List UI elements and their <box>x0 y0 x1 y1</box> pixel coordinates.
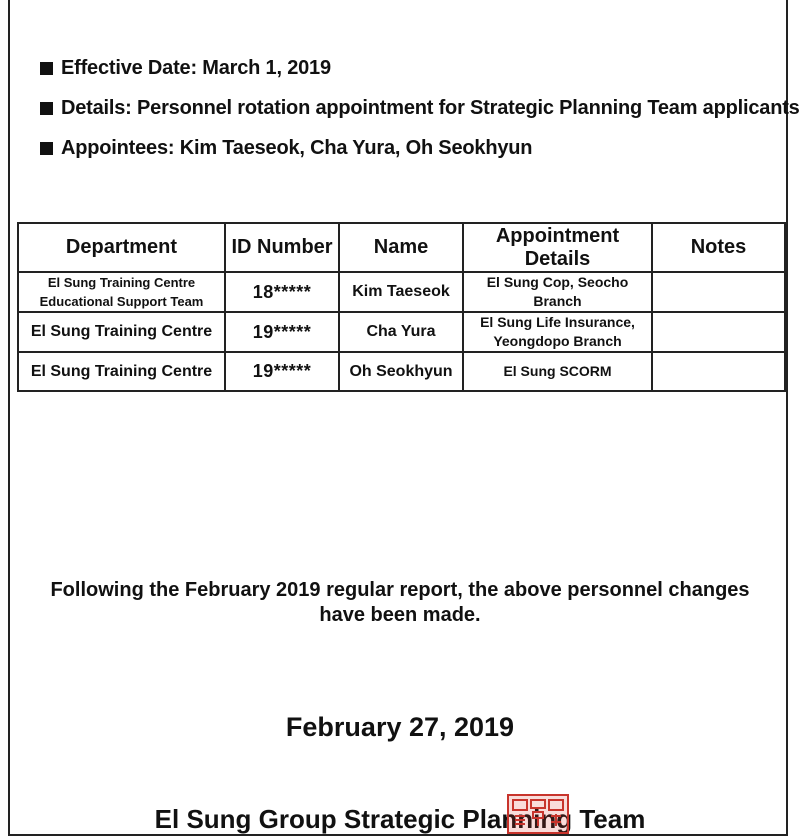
cell-appointment-details <box>463 312 652 352</box>
table-row <box>18 272 785 312</box>
cell-id-number: 19***** <box>225 312 339 352</box>
details-line: Yeongdopo Branch <box>493 333 622 349</box>
department-line: Educational Support Team <box>39 294 204 309</box>
square-bullet-icon <box>40 142 53 155</box>
details-line: El Sung Life Insurance, <box>480 314 635 330</box>
official-seal-icon <box>507 794 569 834</box>
notice-line: have been made. <box>319 604 481 626</box>
header-id-number: ID Number <box>225 223 339 272</box>
cell-name: Kim Taeseok <box>339 272 463 312</box>
bullet-details <box>40 88 800 128</box>
table-row <box>18 352 785 391</box>
cell-notes <box>652 272 785 312</box>
header-appointment-details: Appointment Details <box>463 223 652 272</box>
cell-name: Oh Seokhyun <box>339 352 463 391</box>
cell-department: El Sung Training Centre <box>18 352 225 391</box>
bullet-text: Details: Personnel rotation appointment for Strategic Planning Team applicants <box>61 96 800 119</box>
department-line: El Sung Training Centre <box>47 275 196 290</box>
cell-id-number: 19***** <box>225 352 339 391</box>
header-notes: Notes <box>652 223 785 272</box>
bullet-appointees <box>40 128 800 168</box>
bullet-text: Effective Date: March 1, 2019 <box>61 56 331 79</box>
cell-name: Cha Yura <box>339 312 463 352</box>
bullet-text: Appointees: Kim Taeseok, Cha Yura, Oh Seokhyun <box>61 136 533 159</box>
header-department: Department <box>18 223 225 272</box>
cell-notes <box>652 352 785 391</box>
cell-department <box>18 272 225 312</box>
notice-text <box>40 578 760 628</box>
appointment-table <box>17 222 786 392</box>
cell-notes <box>652 312 785 352</box>
notice-line: Following the February 2019 regular report, the above personnel changes <box>50 579 750 601</box>
bullet-effective-date <box>40 48 800 88</box>
header-name: Name <box>339 223 463 272</box>
cell-id-number: 18***** <box>225 272 339 312</box>
square-bullet-icon <box>40 102 53 115</box>
document-date: February 27, 2019 <box>285 712 515 742</box>
bullet-list <box>40 48 800 168</box>
table-row <box>18 312 785 352</box>
cell-appointment-details: El Sung SCORM <box>463 352 652 391</box>
cell-department: El Sung Training Centre <box>18 312 225 352</box>
square-bullet-icon <box>40 62 53 75</box>
table-header-row <box>18 223 785 272</box>
cell-appointment-details: El Sung Cop, Seocho Branch <box>463 272 652 312</box>
issuer-name: El Sung Group Strategic Planning Team <box>154 804 646 834</box>
